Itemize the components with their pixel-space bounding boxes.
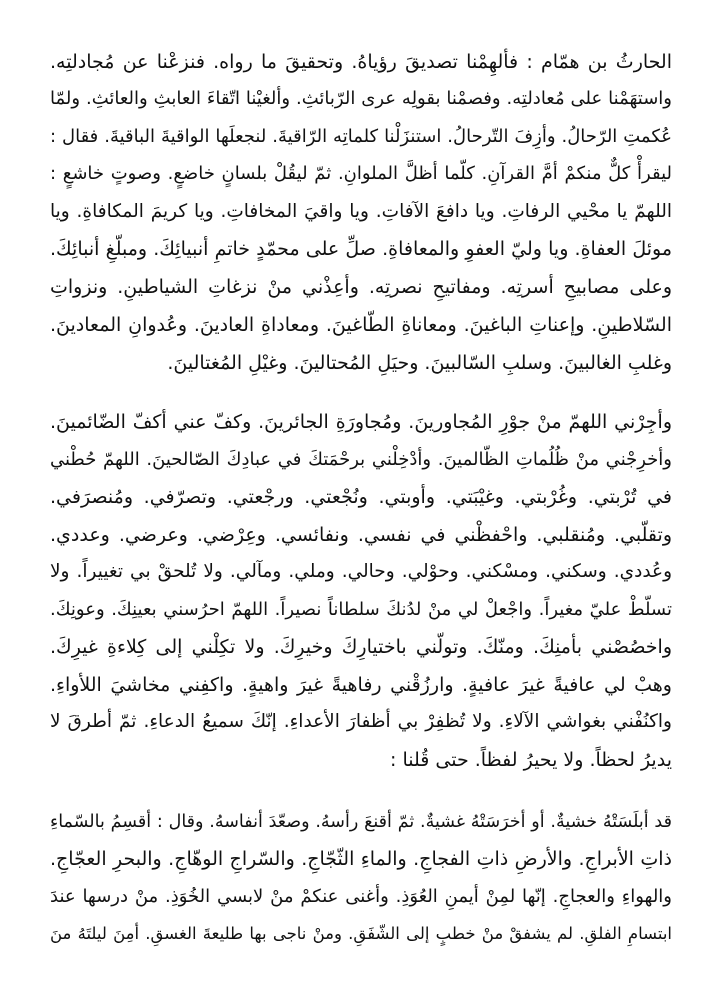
text-line: اللهمّ يا محْيي الرفاتِ. ويا دافعَ الآفاتِ. ويا واقيَ المخافاتِ. ويا كريمَ المكافاةِ. ويا — [50, 201, 672, 222]
text-line: تسلّطْ عليّ مغيراً. واجْعلْ لي منْ لدُنكَ سلطاناً نصيراً. اللهمّ احرُسني بعينِكَ. وعونِكَ. — [50, 599, 672, 620]
text-line: في تُرْبتي. وغُرْبتي. وغيْبَتي. وأوبتي. ونُجْعتي. ورجْعتي. وتصرّفي. ومُنصرَفي. — [50, 486, 672, 508]
text-line: وغلبِ الغالبينَ. وسلبِ السّالبينَ. وحيَلِ المُحتالينَ. وغيْلِ المُغتالينَ. — [167, 352, 672, 374]
text-line: وأخرِجْني منْ ظُلُماتِ الظّالمينَ. وأدْخِلْني برحْمَتكَ في عبادِكَ الصّالحينَ. اللهمّ حُطْني — [50, 449, 672, 470]
text-line: واكنُفْني بغواشي الآلاءِ. ولا تُظفِرْ بي أظفارَ الأعداءِ. إنّكَ سميعُ الدعاءِ. ثمّ أطرقَ لا — [50, 711, 672, 732]
text-line: وأجِرْني اللهمّ منْ جوْرِ المُجاورينَ. ومُجاورَةِ الجائرينَ. وكفّ عني أكفّ الضّائمينَ. — [50, 411, 672, 433]
text-line: ابتسامِ الفلقِ. لم يشفقْ منْ خطبٍ إلى الشّفَقِ. ومنْ ناجى بها طليعةَ الغسقِ. أمِنَ ليلتَهُ منَ — [50, 924, 672, 943]
text-line: واستهَمْنا على مُعادلتِه. وفصمْنا بقولِه عرى الرّبائثِ. وألغيْنا اتّقاءَ العابثِ والعائثِ. ولمّا — [50, 88, 672, 109]
text-line: وعُددي. وسكني. ومسْكني. وحوْلي. وحالي. وملي. ومآلي. ولا تُلحقْ بي تغييراً. ولا — [50, 561, 672, 582]
text-line: الحارثُ بن همّام : فألهِمْنا تصديقَ رؤياهُ. وتحقيقَ ما رواه. فنزعْنا عن مُجادلتِه. — [50, 51, 672, 73]
text-line: ذاتِ الأبراجِ. والأرضِ ذاتِ الفجاجِ. والماءِ الثّجّاجِ. والسّراجِ الوهّاجِ. والبحرِ العجّاجِ. — [50, 848, 672, 870]
text-line: موئلَ العفاةِ. ويا وليّ العفوِ والمعافاةِ. صلِّ على محمّدٍ خاتمِ أنبيائِكَ. ومبلّغِ أنبائِكَ. — [50, 238, 672, 260]
text-line: وتقلّبي. ومُنقلبي. واحْفظْني في نفسي. ونفائسي. وعِرْضي. وعرضي. وعددي. — [50, 524, 672, 546]
text-line: واخصُصْني بأمنِكَ. ومنّكَ. وتولّني باختيارِكَ وخيرِكَ. ولا تكِلْني إلى كِلاءةِ غيرِكَ. — [50, 636, 672, 658]
text-line: عُكمتِ الرّحالُ. وأزِفَ التّرحالُ. استنزَلْنا كلماتِه الرّاقيةَ. لنجعلَها الواقيةَ الباقيةَ. فقال : — [50, 126, 672, 147]
text-line: وهبْ لي عافيةً غيرَ عافيةٍ. وارزُقْني رفاهيةً غيرَ واهيةٍ. واكفِني مخاشيَ اللأواءِ. — [50, 674, 672, 696]
text-line: والهواءِ والعجاجِ. إنّها لمِنْ أيمنِ العُوَذِ. وأغنى عنكمْ منْ لابسي الخُوَذِ. منْ درسها عندَ — [50, 886, 672, 907]
text-line: السّلاطينِ. وإعناتِ الباغينَ. ومعاناةِ الطّاغينَ. ومعاداةِ العادينَ. وعُدوانِ المعادينَ. — [50, 314, 672, 336]
text-line: يديرُ لحظاً. ولا يحيرُ لفظاً. حتى قُلنا : — [390, 749, 672, 771]
text-line: وعلى مصابيحِ أسرتِه. ومفاتيحِ نصرتِه. وأعِذْني منْ نزغاتِ الشياطينِ. ونزواتِ — [50, 276, 672, 298]
text-line: قد أبلَسَتْهُ خشيةٌ. أو أخرَسَتْهُ غشيةٌ. ثمّ أقنعَ رأسهُ. وصعّدَ أنفاسهُ. وقال : أقسِمُ بالسّماءِ — [50, 812, 672, 832]
text-line: ليقرأْ كلٌّ منكمْ أمَّ القرآنِ. كلّما أظلَّ الملوانِ. ثمّ ليقُلْ بلسانٍ خاضعٍ. وصوتٍ خاشعٍ : — [50, 163, 672, 184]
